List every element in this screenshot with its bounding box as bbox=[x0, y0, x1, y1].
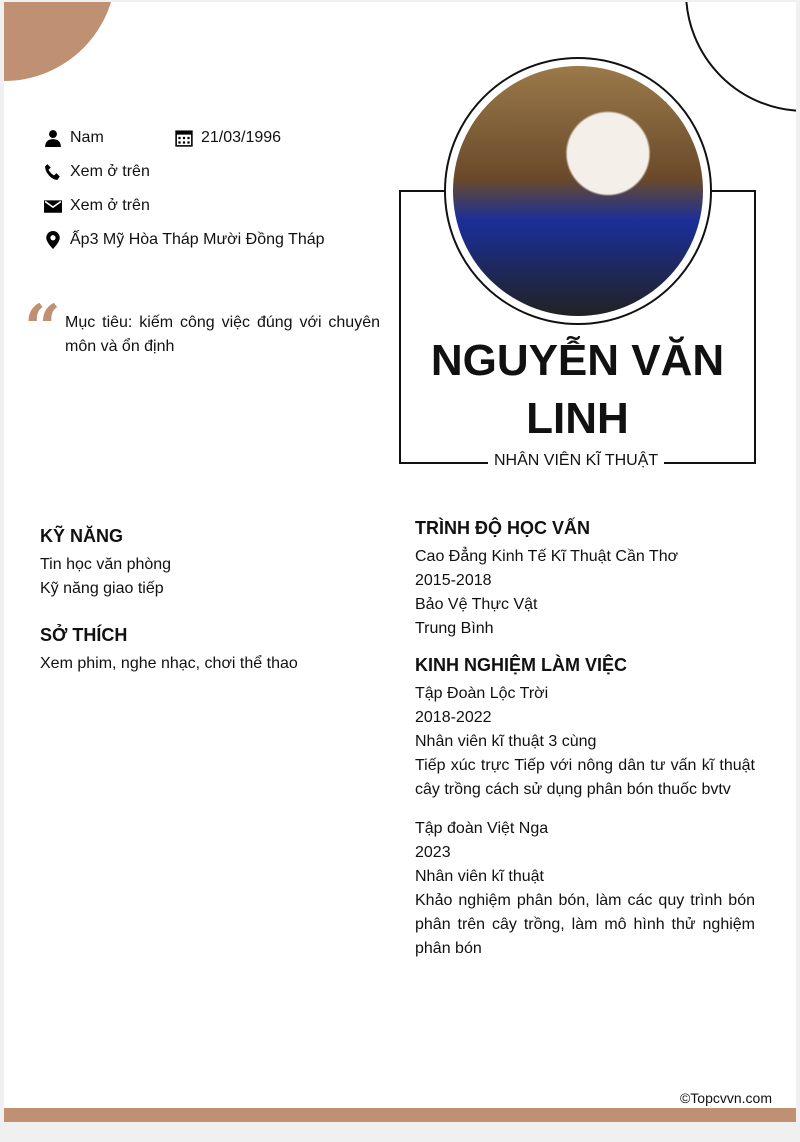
job-company: Tập đoàn Việt Nga bbox=[415, 820, 549, 837]
phone-icon bbox=[44, 163, 62, 181]
phone-value: Xem ở trên bbox=[70, 163, 150, 180]
email bbox=[44, 197, 150, 215]
job-role: Nhân viên kĩ thuật 3 cùng bbox=[415, 733, 597, 750]
envelope-icon bbox=[44, 197, 62, 215]
quote-icon: “ bbox=[24, 291, 61, 366]
skills-section bbox=[40, 523, 171, 601]
education-section bbox=[415, 515, 755, 641]
user-icon bbox=[44, 129, 62, 147]
job-company: Tập Đoàn Lộc Trời bbox=[415, 685, 549, 702]
cv-page bbox=[4, 2, 796, 1122]
job-entry bbox=[415, 817, 755, 961]
decor-circle bbox=[4, 2, 116, 81]
location-pin-icon bbox=[44, 231, 62, 249]
phone bbox=[44, 163, 150, 181]
photo-image bbox=[453, 66, 703, 316]
job-role: Nhân viên kĩ thuật bbox=[415, 868, 544, 885]
skills-heading: KỸ NĂNG bbox=[40, 526, 124, 546]
job-desc: Khảo nghiệm phân bón, làm các quy trình bón phân trên cây trồng, làm mô hình thử nghiệm phân bón bbox=[415, 892, 755, 957]
grade: Trung Bình bbox=[415, 620, 494, 637]
email-value: Xem ở trên bbox=[70, 197, 150, 214]
job-desc: Tiếp xúc trực Tiếp với nông dân tư vấn kĩ thuật cây trồng cách sử dụng phân bón thuốc bvtv bbox=[415, 757, 755, 798]
profile-photo bbox=[444, 57, 712, 325]
decor-ring bbox=[685, 2, 796, 112]
school: Cao Đẳng Kinh Tế Kĩ Thuật Cần Thơ bbox=[415, 548, 679, 565]
job-title: NHÂN VIÊN KĨ THUẬT bbox=[488, 452, 664, 470]
address-value: Ấp3 Mỹ Hòa Tháp Mười Đồng Tháp bbox=[70, 231, 325, 248]
skill-item: Tin học văn phòng bbox=[40, 556, 172, 573]
major: Bảo Vệ Thực Vật bbox=[415, 596, 538, 613]
hobbies-section bbox=[40, 622, 298, 676]
job-entry bbox=[415, 682, 755, 802]
experience-section bbox=[415, 652, 755, 961]
edu-years: 2015-2018 bbox=[415, 572, 492, 589]
footer-credit[interactable]: ©Topcvvn.com bbox=[679, 1090, 772, 1106]
experience-heading: KINH NGHIỆM LÀM VIỆC bbox=[415, 655, 628, 675]
dob bbox=[175, 129, 281, 147]
hobbies-text: Xem phim, nghe nhạc, chơi thể thao bbox=[40, 655, 298, 672]
job-years: 2023 bbox=[415, 844, 451, 861]
gender bbox=[44, 129, 104, 147]
objective: Mục tiêu: kiếm công việc đúng với chuyên môn và ổn định bbox=[65, 314, 380, 355]
hobbies-heading: SỞ THÍCH bbox=[40, 625, 128, 645]
full-name: NGUYỄN VĂN LINH bbox=[430, 336, 725, 443]
dob-value: 21/03/1996 bbox=[201, 129, 282, 146]
footer-bar bbox=[4, 1108, 796, 1122]
address bbox=[44, 231, 325, 249]
calendar-icon bbox=[175, 129, 193, 147]
education-heading: TRÌNH ĐỘ HỌC VẤN bbox=[415, 518, 590, 538]
skill-item: Kỹ năng giao tiếp bbox=[40, 580, 164, 597]
job-years: 2018-2022 bbox=[415, 709, 492, 726]
gender-value: Nam bbox=[70, 129, 104, 146]
